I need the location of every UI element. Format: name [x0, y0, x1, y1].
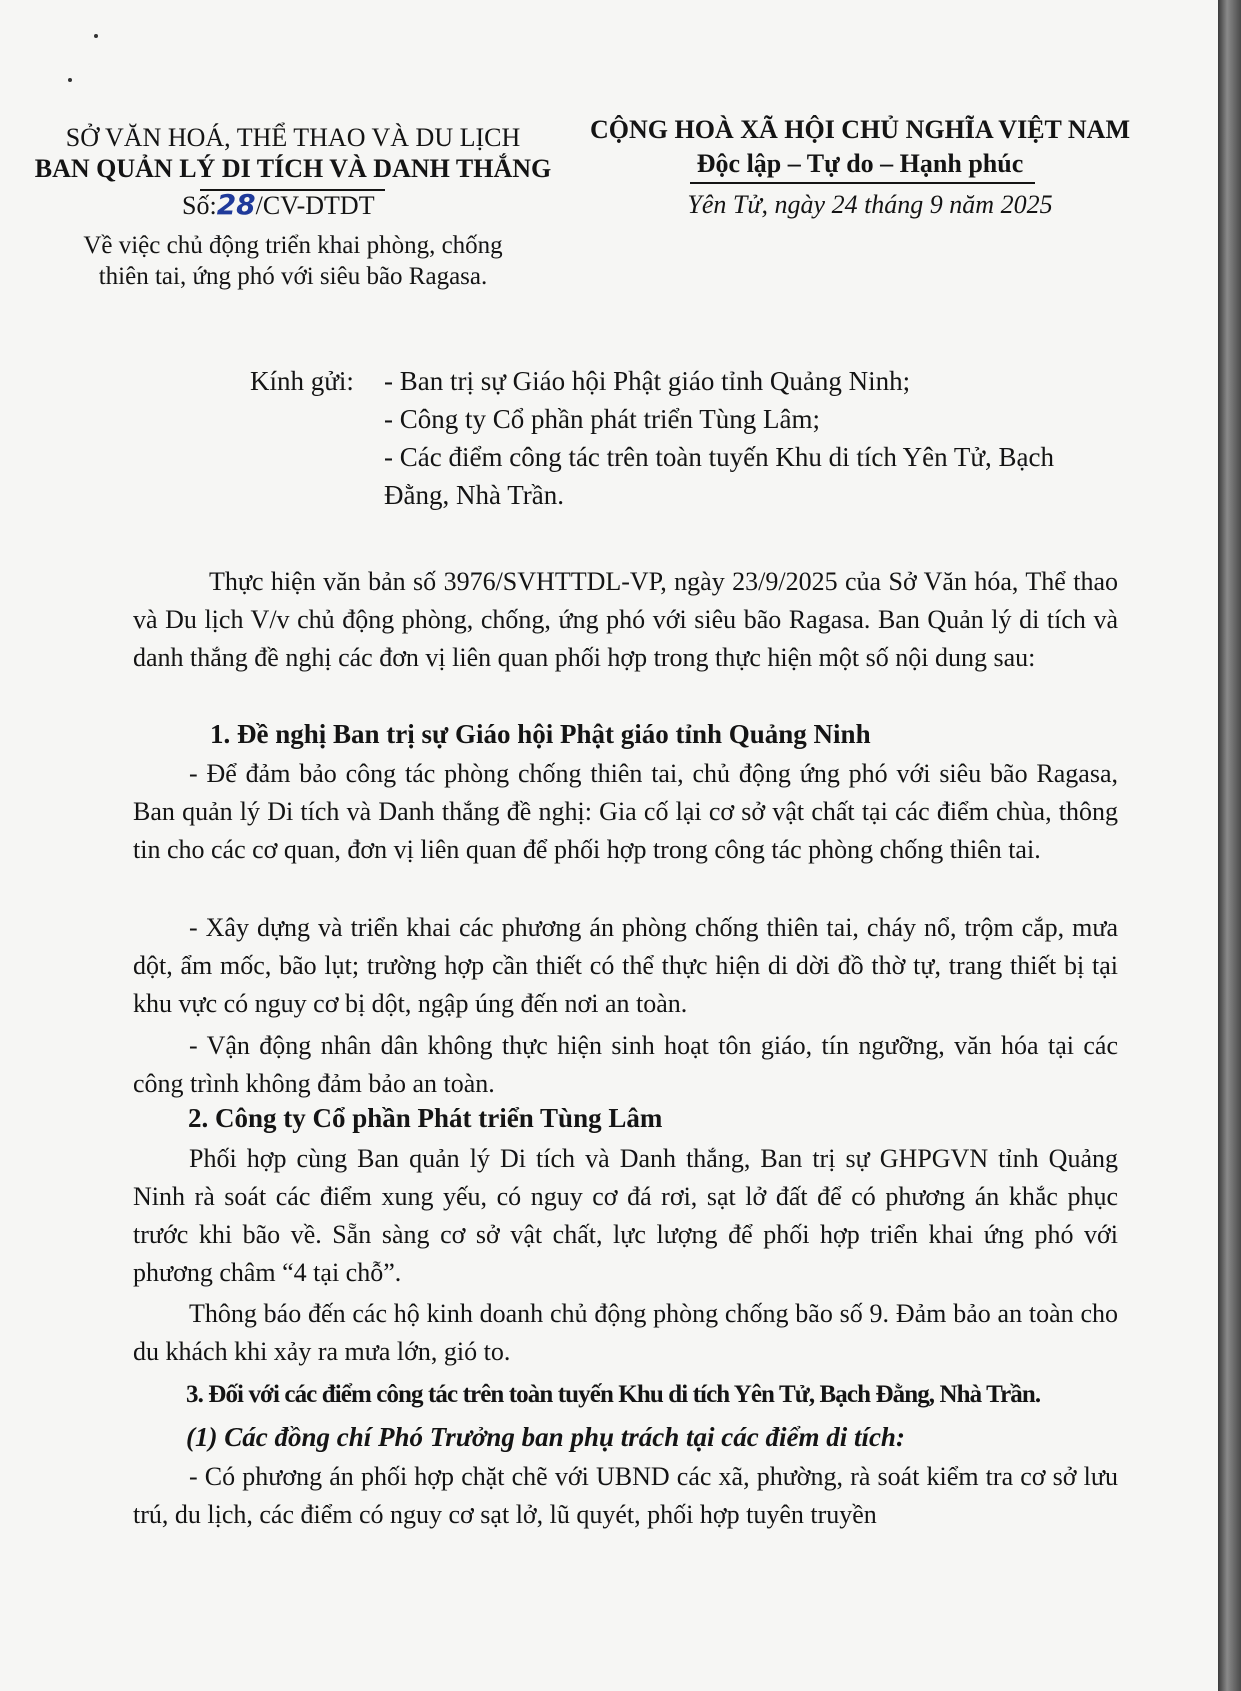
section-3-text-1: - Có phương án phối hợp chặt chẽ với UBND các xã, phường, rà soát kiểm tra cơ sở lưu trú, du lịch, các điểm có nguy cơ sạt lở, lũ quyét, phối hợp tuyên truyền	[133, 1462, 1118, 1529]
recipient-4: Đằng, Nhà Trần.	[384, 480, 564, 510]
section-3-heading: 3. Đối với các điểm công tác trên toàn tuyến Khu di tích Yên Tử, Bạch Đằng, Nhà Trần.	[186, 1381, 1041, 1408]
recipient-2: - Công ty Cổ phần phát triển Tùng Lâm;	[384, 404, 820, 434]
section-3-subheading: (1) Các đồng chí Phó Trưởng ban phụ trách tại các điểm di tích:	[186, 1422, 905, 1452]
section-2-heading: 2. Công ty Cổ phần Phát triển Tùng Lâm	[188, 1103, 663, 1133]
place-date: Yên Tử, ngày 24 tháng 9 năm 2025	[687, 190, 1053, 219]
unit-name: BAN QUẢN LÝ DI TÍCH VÀ DANH THẮNG	[34, 154, 552, 183]
section-2-text-1: Phối hợp cùng Ban quản lý Di tích và Danh thắng, Ban trị sự GHPGVN tỉnh Quảng Ninh rà soát các điểm xung yếu, có nguy cơ đá rơi, sạt lở đất để có phương án khắc phục trước khi bão về. Sẵn sàng cơ sở vật chất, lực lượng để phối hợp triển khai ứng phó với phương châm “4 tại chỗ”.	[133, 1144, 1118, 1287]
subject-line-1: Về việc chủ động triển khai phòng, chống	[83, 232, 503, 259]
section-1-text-2: - Xây dựng và triển khai các phương án phòng chống thiên tai, cháy nổ, trộm cắp, mưa dột, ẩm mốc, bão lụt; trường hợp cần thiết có thể thực hiện di dời đồ thờ tự, trang thiết bị tại khu vực có nguy cơ bị dột, ngập úng đến nơi an toàn.	[133, 913, 1118, 1018]
recipient-1: - Ban trị sự Giáo hội Phật giáo tỉnh Quảng Ninh;	[384, 366, 911, 396]
recipient-3: - Các điểm công tác trên toàn tuyến Khu di tích Yên Tử, Bạch	[384, 442, 1054, 472]
number-prefix: Số:	[182, 191, 217, 220]
recipients-label: Kính gửi:	[250, 366, 354, 396]
section-1-text-3: - Vận động nhân dân không thực hiện sinh hoạt tôn giáo, tín ngưỡng, văn hóa tại các công trình không đảm bảo an toàn.	[133, 1031, 1118, 1098]
section-3-paragraph-1	[133, 1458, 1118, 1534]
intro-paragraph	[133, 563, 1118, 677]
section-1-paragraph-2	[133, 909, 1118, 1023]
section-1-text-1: - Để đảm bảo công tác phòng chống thiên tai, chủ động ứng phó với siêu bão Ragasa, Ban quản lý Di tích và Danh thắng đề nghị: Gia cố lại cơ sở vật chất tại các điểm chùa, thông tin cho các cơ quan, đơn vị liên quan để phối hợp trong công tác phòng chống thiên tai.	[133, 759, 1118, 864]
motto: Độc lập – Tự do – Hạnh phúc	[696, 149, 1024, 178]
section-1-heading: 1. Đề nghị Ban trị sự Giáo hội Phật giáo tỉnh Quảng Ninh	[210, 719, 871, 749]
scan-speck	[94, 34, 98, 38]
intro-text: Thực hiện văn bản số 3976/SVHTTDL-VP, ngày 23/9/2025 của Sở Văn hóa, Thể thao và Du lịch V/v chủ động phòng, chống, ứng phó với siêu bão Ragasa. Ban Quản lý di tích và danh thắng đề nghị các đơn vị liên quan phối hợp trong thực hiện một số nội dung sau:	[133, 567, 1118, 672]
agency-name: SỞ VĂN HOÁ, THỂ THAO VÀ DU LỊCH	[65, 123, 521, 152]
section-2-paragraph-1	[133, 1140, 1118, 1292]
section-2-paragraph-2	[133, 1295, 1118, 1371]
scan-edge	[1218, 0, 1241, 1691]
scan-speck	[68, 78, 72, 82]
country-name: CỘNG HOÀ XÃ HỘI CHỦ NGHĨA VIỆT NAM	[589, 115, 1131, 144]
section-1-paragraph-1	[133, 755, 1118, 869]
number-suffix: /CV-DTDT	[255, 191, 375, 220]
motto-underline	[690, 182, 1035, 184]
section-2-text-2: Thông báo đến các hộ kinh doanh chủ động phòng chống bão số 9. Đảm bảo an toàn cho du khách khi xảy ra mưa lớn, gió to.	[133, 1299, 1118, 1366]
section-1-paragraph-3	[133, 1027, 1118, 1103]
handwritten-number: 28	[216, 188, 256, 221]
subject-line-2: thiên tai, ứng phó với siêu bão Ragasa.	[98, 263, 488, 290]
document-number	[182, 188, 375, 221]
